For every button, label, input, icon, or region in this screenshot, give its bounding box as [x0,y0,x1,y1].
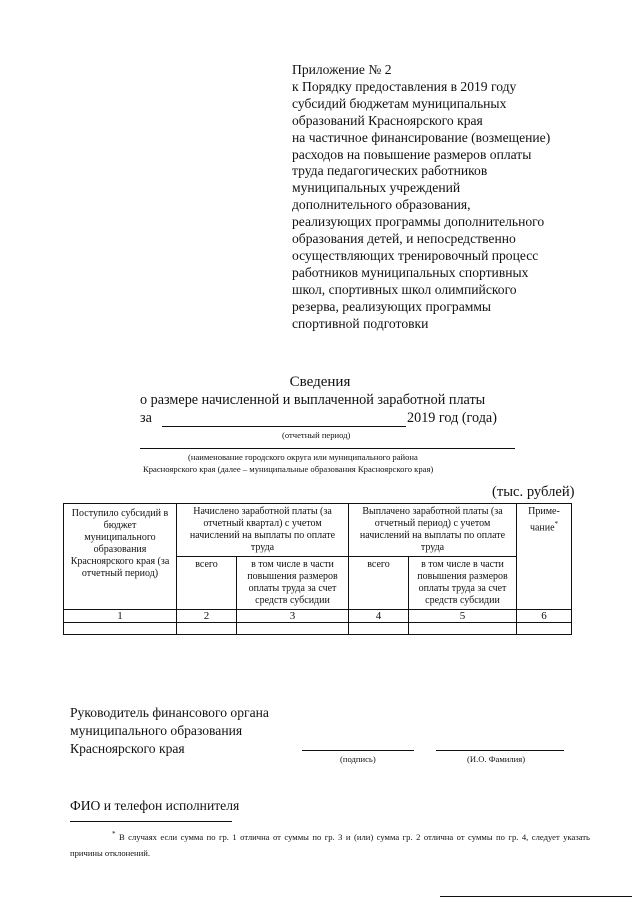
header-accrued-group [177,504,349,557]
period-suffix: 2019 год (года) [407,410,497,426]
appendix-line: Приложение № 2 [292,62,392,77]
header-subsidy-received-text: Поступило субсидий в бюджет муниципального образования Красноярского края (за отчетный период) [70,508,170,579]
municipality-underline[interactable] [140,448,515,449]
header-paid-incl: в том числе в части повышения размеров оплаты труда за счет средств субсидии [409,557,517,610]
report-table [63,503,572,635]
appendix-line: труда педагогических работников [292,163,488,179]
footnote-separator [70,821,232,822]
header-note-text: Приме-чание [528,506,560,534]
footnote [70,826,590,861]
header-subsidy-received [64,504,177,610]
header-paid-group [349,504,517,557]
units-label: (тыс. рублей) [492,484,575,500]
column-number: 3 [237,610,349,623]
appendix-line: дополнительного образования, [292,197,471,213]
period-caption: (отчетный период) [282,430,351,440]
appendix-line: осуществляющих тренировочный процесс [292,247,539,263]
data-cell[interactable] [517,623,572,635]
signature-field[interactable] [302,750,414,751]
document-title: Сведения [289,374,351,390]
header-accrued-text: Начислено заработной платы (за отчетный квартал) с учетом начислений на выплаты по оплате труда [189,506,336,553]
footnote-text: В случаях если сумма по гр. 1 отлична от суммы по гр. 3 и (или) сумма гр. 2 отлична от суммы по гр. 4, следует указать причины отклонений. [70,831,590,858]
municipality-caption-2: Красноярского края (далее – муниципальные образования Красноярского края) [143,464,434,474]
column-number: 4 [349,610,409,623]
appendix-line: к Порядку предоставления в 2019 году [292,78,517,94]
data-cell[interactable] [349,623,409,635]
column-number: 5 [409,610,517,623]
appendix-line: образования детей, и непосредственно [292,231,516,247]
appendix-line: на частичное финансирование (возмещение) [292,129,551,145]
table-row [64,623,572,635]
signature-caption: (подпись) [340,754,376,764]
appendix-line: муниципальных учреждений [292,180,461,196]
appendix-line: реализующих программы дополнительного [292,214,545,230]
header-paid-text: Выплачено заработной платы (за отчетный период) с учетом начислений на выплаты по оплате труда [359,506,506,553]
document-subtitle: о размере начисленной и выплаченной заработной платы [140,392,486,408]
note-asterisk: * [554,520,559,528]
name-caption: (И.О. Фамилия) [467,754,526,764]
executor-label: ФИО и телефон исполнителя [70,798,240,813]
signatory-block [70,704,269,758]
data-cell[interactable] [237,623,349,635]
footnote-asterisk: * [112,830,116,838]
data-cell[interactable] [177,623,237,635]
data-cell[interactable] [409,623,517,635]
appendix-header [292,62,612,333]
footnote-indent [70,832,112,842]
period-underline [162,426,406,427]
header-accrued-incl: в том числе в части повышения размеров оплаты труда за счет средств субсидии [237,557,349,610]
signatory-line: Красноярского края [70,741,185,756]
header-note [517,504,572,610]
name-field[interactable] [436,750,564,751]
appendix-line: школ, спортивных школ олимпийского [292,281,517,297]
column-number: 1 [64,610,177,623]
appendix-line: резерва, реализующих программы [292,298,492,314]
appendix-line: спортивной подготовки [292,315,429,331]
period-prefix: за [140,410,152,426]
period-row [140,410,497,427]
appendix-line: расходов на повышение размеров оплаты [292,146,532,162]
data-cell[interactable] [64,623,177,635]
municipality-caption-1: (наименование городского округа или муниципального района [188,452,418,462]
bottom-rule [440,896,632,897]
appendix-line: субсидий бюджетам муниципальных [292,95,507,111]
header-paid-total: всего [349,557,409,610]
signatory-line: муниципального образования [70,723,243,738]
column-number: 6 [517,610,572,623]
column-number: 2 [177,610,237,623]
appendix-line: работников муниципальных спортивных [292,264,529,280]
header-accrued-total: всего [177,557,237,610]
appendix-line: образований Красноярского края [292,112,483,128]
signatory-line: Руководитель финансового органа [70,705,269,720]
